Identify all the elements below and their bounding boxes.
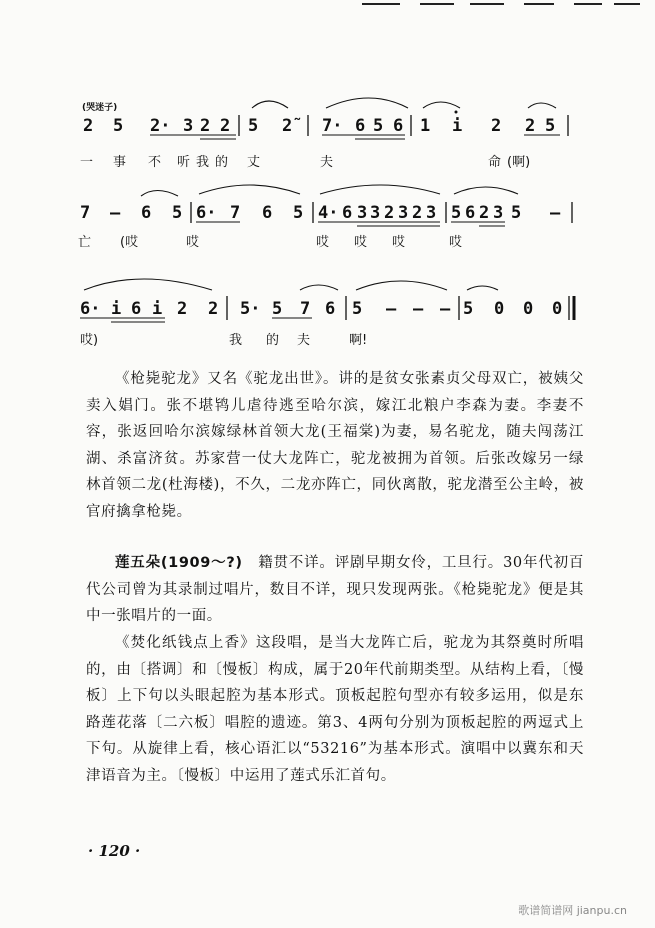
note: 2 bbox=[220, 116, 231, 136]
note: 3 bbox=[370, 203, 381, 223]
slur bbox=[199, 185, 300, 194]
slur bbox=[423, 102, 460, 108]
lyric: 一 bbox=[80, 155, 94, 170]
lyric: (哎 bbox=[120, 235, 139, 250]
note: 6· bbox=[196, 203, 217, 223]
lyric: 啊! bbox=[349, 333, 368, 348]
note: 2· bbox=[150, 116, 171, 136]
note: 6 bbox=[342, 203, 353, 223]
lyric: 的 bbox=[215, 155, 229, 170]
note: 6 bbox=[465, 203, 476, 223]
note: 3 bbox=[493, 203, 504, 223]
paragraph-analysis bbox=[86, 630, 584, 789]
tune-label: (哭迷子) bbox=[82, 103, 118, 113]
note: 5 bbox=[248, 116, 259, 136]
slur bbox=[454, 187, 518, 194]
note: 3 bbox=[183, 116, 194, 136]
slur bbox=[84, 279, 212, 290]
lyric: 夫 bbox=[320, 155, 334, 170]
note: 7 bbox=[80, 203, 91, 223]
note: 3 bbox=[398, 203, 409, 223]
note: 2 bbox=[200, 116, 211, 136]
note: 5 bbox=[451, 203, 462, 223]
lyric: 哎 bbox=[449, 235, 463, 250]
note: 3 bbox=[426, 203, 437, 223]
watermark: 歌谱简谱网 jianpu.cn bbox=[518, 904, 627, 917]
paragraph-biography bbox=[86, 550, 584, 630]
note: 6 bbox=[325, 299, 336, 319]
octave-dot bbox=[455, 111, 458, 114]
note: 2 bbox=[83, 116, 94, 136]
note: 6 bbox=[141, 203, 152, 223]
lyric: 命 bbox=[488, 155, 502, 170]
note: – bbox=[550, 203, 561, 223]
note: 5 bbox=[373, 116, 384, 136]
analysis-text: 《焚化纸钱点上香》这段唱，是当大龙阵亡后，驼龙为其祭奠时所唱的，由〔搭调〕和〔慢板〕构成，属于20年代前期类型。从结构上看，〔慢板〕上下句以头眼起腔为基本形式。顶板起腔句型亦有较多运用，似是东路莲花落〔二六板〕唱腔的遗迹。第3、4两句分别为顶板起腔的两逗式上下句。从旋律上看，核心语汇以“53216”为基本形式。演唱中以冀东和天津语音为主。〔慢板〕中运用了莲式乐汇首句。 bbox=[86, 635, 584, 784]
note: 2̃ bbox=[282, 116, 293, 136]
lyric: 哎 bbox=[354, 235, 368, 250]
slur bbox=[326, 98, 408, 108]
lyric: 哎) bbox=[80, 333, 99, 348]
page-number: · 120 · bbox=[88, 842, 141, 860]
slur bbox=[300, 285, 338, 290]
note: 5 bbox=[463, 299, 474, 319]
note: i bbox=[111, 299, 122, 319]
note: 6· bbox=[80, 299, 101, 319]
lyric: 夫 bbox=[297, 333, 311, 348]
note: 7· bbox=[322, 116, 343, 136]
lyric: 我 bbox=[229, 333, 243, 348]
biography-text bbox=[86, 550, 584, 630]
note: 4· bbox=[318, 203, 339, 223]
note: 2 bbox=[208, 299, 219, 319]
lyric: 丈 bbox=[247, 155, 261, 170]
slur bbox=[141, 191, 178, 197]
lyric: 哎 bbox=[392, 235, 406, 250]
note: 2 bbox=[384, 203, 395, 223]
lyric: 哎 bbox=[186, 235, 200, 250]
score-line-1 bbox=[80, 98, 568, 170]
note: 6 bbox=[355, 116, 366, 136]
note: 3 bbox=[357, 203, 368, 223]
note: 2 bbox=[479, 203, 490, 223]
lyric: 的 bbox=[266, 333, 280, 348]
slur bbox=[356, 281, 447, 290]
note: i bbox=[152, 299, 163, 319]
note: 7 bbox=[230, 203, 241, 223]
note: 2 bbox=[491, 116, 502, 136]
slur bbox=[528, 103, 556, 108]
note: 6 bbox=[393, 116, 404, 136]
note: 5 bbox=[293, 203, 304, 223]
note: 2 bbox=[412, 203, 423, 223]
lyric: 不 bbox=[148, 155, 162, 170]
note: – bbox=[413, 299, 424, 319]
note: 1 bbox=[420, 116, 431, 136]
lyric: 我 bbox=[196, 155, 210, 170]
paragraph-synopsis bbox=[86, 366, 584, 525]
note: 6 bbox=[262, 203, 273, 223]
lyric: 听 bbox=[177, 155, 191, 170]
performer-name: 莲五朵 bbox=[115, 555, 161, 571]
note: i bbox=[452, 116, 463, 136]
note: 7 bbox=[300, 299, 311, 319]
jianpu-score bbox=[0, 0, 655, 360]
note: – bbox=[386, 299, 397, 319]
note: 2 bbox=[177, 299, 188, 319]
slur bbox=[320, 185, 440, 194]
note: 5 bbox=[511, 203, 522, 223]
note: 0 bbox=[552, 299, 563, 319]
lyric: 亡 bbox=[78, 235, 92, 250]
biography-body: 籍贯不详。评剧早期女伶，工旦行。30年代初百代公司曾为其录制过唱片，数目不详，现只发现两张。《枪毙驼龙》便是其中一张唱片的一面。 bbox=[86, 555, 584, 624]
slur bbox=[467, 286, 498, 290]
score-line-2 bbox=[78, 185, 572, 250]
note: 5 bbox=[172, 203, 183, 223]
note: – bbox=[110, 203, 121, 223]
note: 5· bbox=[240, 299, 261, 319]
slur bbox=[252, 101, 288, 108]
note: 6 bbox=[131, 299, 142, 319]
lyric: 事 bbox=[113, 155, 127, 170]
performer-dates: (1909～?) bbox=[160, 555, 243, 571]
note: 0 bbox=[494, 299, 505, 319]
note: 5 bbox=[352, 299, 363, 319]
lyric: 哎 bbox=[316, 235, 330, 250]
note: 0 bbox=[523, 299, 534, 319]
score-line-3 bbox=[80, 279, 574, 348]
note: 5 bbox=[113, 116, 124, 136]
note: – bbox=[440, 299, 451, 319]
note: 5 bbox=[545, 116, 556, 136]
note: 5 bbox=[272, 299, 283, 319]
lyric: (啊) bbox=[507, 155, 531, 170]
note: 2 bbox=[525, 116, 536, 136]
synopsis-text: 《枪毙驼龙》又名《驼龙出世》。讲的是贫女张素贞父母双亡，被姨父卖入娼门。张不堪鸨儿虐待逃至哈尔滨，嫁江北粮户李森为妻。李妻不容，张返回哈尔滨嫁绿林首领大龙(王福棠)为妻，易名驼龙，随夫闯荡江湖、杀富济贫。苏家营一仗大龙阵亡，驼龙被拥为首领。后张改嫁另一绿林首领二龙(杜海楼)，不久，二龙亦阵亡，同伙离散，驼龙潜至公主岭，被官府擒拿枪毙。 bbox=[86, 371, 584, 520]
